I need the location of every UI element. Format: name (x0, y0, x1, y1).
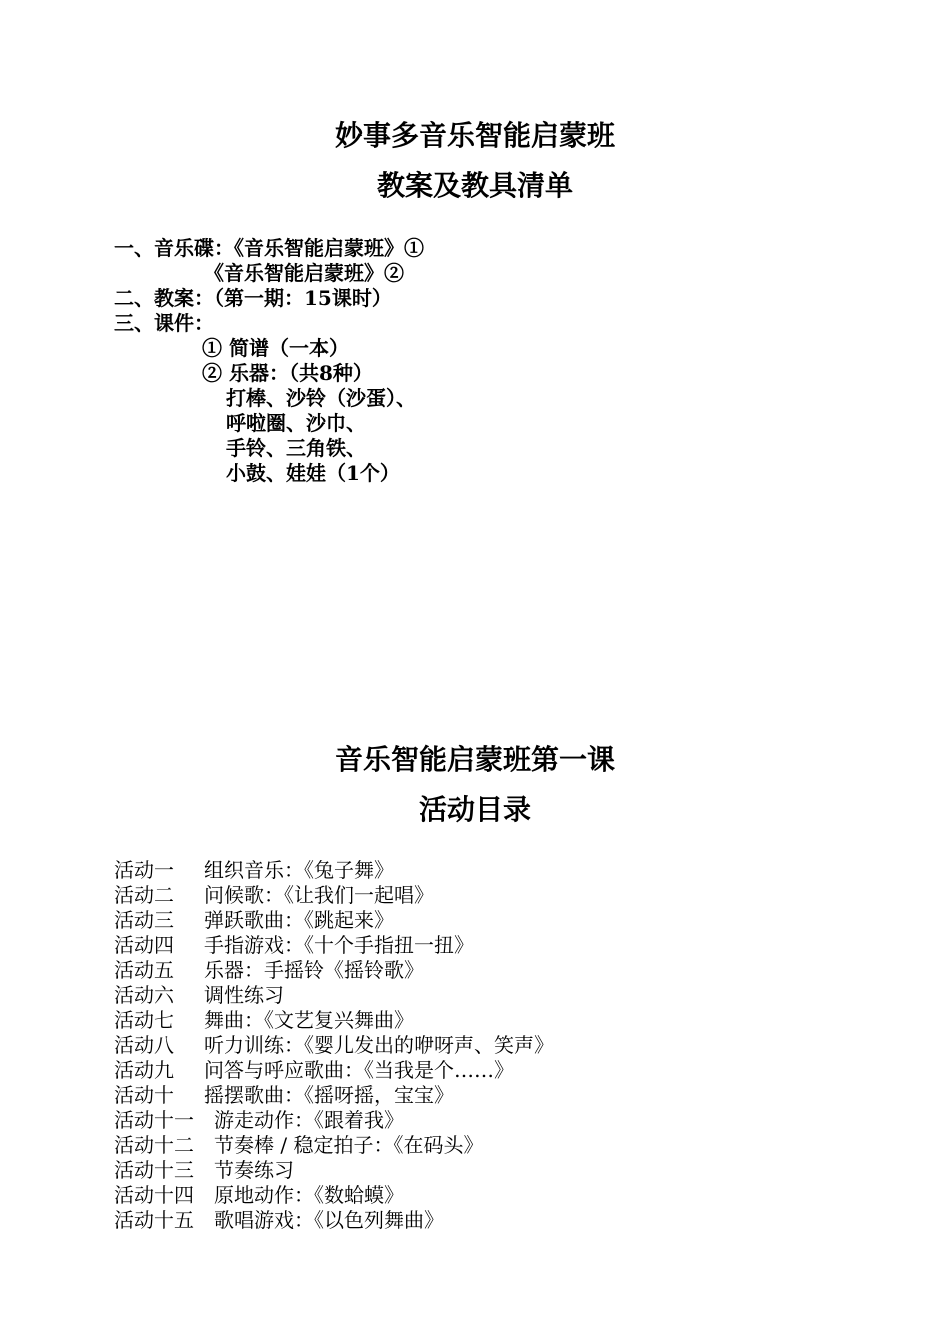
activity-number: 活动六 (114, 983, 174, 1007)
activity-row (114, 983, 284, 1008)
list-item-music-cd-2: 《音乐智能启蒙班》② (204, 261, 404, 285)
activity-number: 活动十三 (114, 1158, 194, 1182)
list-item-courseware: 三、课件： (114, 311, 214, 335)
activity-number: 活动四 (114, 933, 174, 957)
activity-description: 手指游戏：《十个手指扭一扭》 (204, 933, 474, 957)
activity-row (114, 933, 474, 958)
instrument-line-4: 小鼓、娃娃（1个） (226, 461, 400, 485)
activity-description: 问候歌：《让我们一起唱》 (204, 883, 434, 907)
activity-row (114, 1208, 444, 1233)
activity-row (114, 1083, 454, 1108)
activity-description: 节奏棒 / 稳定拍子：《在码头》 (214, 1133, 484, 1157)
activity-row (114, 1033, 554, 1058)
instrument-line-2: 呼啦圈、沙巾、 (226, 411, 366, 435)
activity-description: 原地动作：《数蛤蟆》 (214, 1183, 404, 1207)
document-subtitle: 教案及教具清单 (376, 169, 573, 202)
activity-description: 游走动作：《跟着我》 (214, 1108, 404, 1132)
activity-description: 听力训练：《婴儿发出的咿呀声、笑声》 (204, 1033, 554, 1057)
activity-row (114, 1158, 294, 1183)
activity-row (114, 1108, 404, 1133)
activity-number: 活动七 (114, 1008, 174, 1032)
activity-description: 歌唱游戏：《以色列舞曲》 (214, 1208, 444, 1232)
activity-number: 活动十 (114, 1083, 174, 1107)
activity-number: 活动八 (114, 1033, 174, 1057)
activity-row (114, 1008, 414, 1033)
activity-description: 组织音乐：《兔子舞》 (204, 858, 394, 882)
activity-number: 活动二 (114, 883, 174, 907)
activity-description: 舞曲：《文艺复兴舞曲》 (204, 1008, 414, 1032)
activity-description: 问答与呼应歌曲：《当我是个……》 (204, 1058, 514, 1082)
activity-description: 乐器：手摇铃《摇铃歌》 (204, 958, 424, 982)
activity-description: 弹跃歌曲：《跳起来》 (204, 908, 394, 932)
activity-row (114, 1058, 514, 1083)
activity-row (114, 858, 394, 883)
list-item-lesson-plan: 二、教案：（第一期：15课时） (114, 286, 392, 310)
list-item-music-cd: 一、音乐碟：《音乐智能启蒙班》① (114, 236, 424, 260)
lesson-subtitle: 活动目录 (418, 793, 531, 826)
instrument-line-3: 手铃、三角铁、 (226, 436, 366, 460)
activity-row (114, 1183, 404, 1208)
activity-number: 活动九 (114, 1058, 174, 1082)
activity-number: 活动十五 (114, 1208, 194, 1232)
activity-number: 活动十二 (114, 1133, 194, 1157)
activity-number: 活动五 (114, 958, 174, 982)
activity-number: 活动一 (114, 858, 174, 882)
activity-description: 节奏练习 (214, 1158, 294, 1182)
lesson-title: 音乐智能启蒙班第一课 (334, 743, 615, 776)
list-item-notation: ① 简谱（一本） (202, 336, 349, 360)
activity-row (114, 908, 394, 933)
activity-number: 活动十四 (114, 1183, 194, 1207)
activity-number: 活动三 (114, 908, 174, 932)
activity-number: 活动十一 (114, 1108, 194, 1132)
activity-row (114, 1133, 484, 1158)
list-item-instruments: ② 乐器：（共8种） (202, 361, 373, 385)
instrument-line-1: 打棒、沙铃（沙蛋）、 (226, 386, 416, 410)
document-title: 妙事多音乐智能启蒙班 (334, 119, 615, 152)
activity-description: 摇摆歌曲：《摇呀摇，宝宝》 (204, 1083, 454, 1107)
activity-row (114, 883, 434, 908)
activity-description: 调性练习 (204, 983, 284, 1007)
activity-row (114, 958, 424, 983)
